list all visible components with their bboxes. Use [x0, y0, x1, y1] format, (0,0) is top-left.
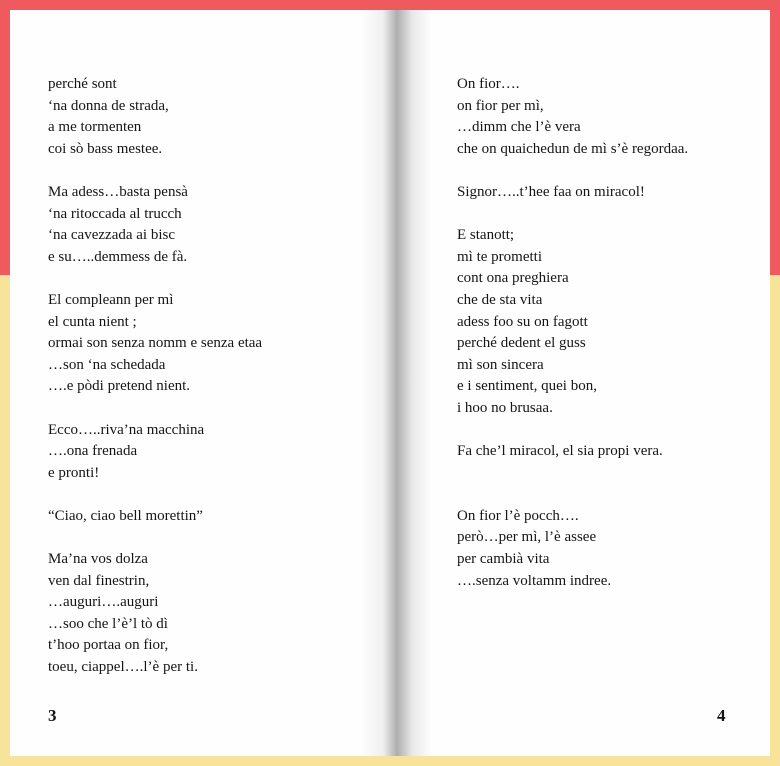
right-poem-line: …dimm che l’è vera: [457, 119, 581, 136]
left-poem-line: el cunta nient ;: [48, 313, 137, 330]
left-poem-line: e su…..demmess de fà.: [48, 248, 188, 265]
right-poem-line: Signor…..t’hee faa on miracol!: [457, 183, 645, 200]
right-page-poem: [457, 74, 688, 592]
left-poem-line: t’hoo portaa on fior,: [48, 637, 169, 654]
page-number-left: 3: [48, 706, 57, 725]
left-poem-line: ….ona frenada: [48, 443, 138, 460]
right-poem-line: on fior per mì,: [457, 97, 544, 114]
open-book-spread: [10, 10, 770, 756]
left-poem-line: Ma’na vos dolza: [48, 551, 148, 568]
left-poem-line: …soo che l’è’l tò dì: [48, 615, 168, 632]
right-poem-line: [457, 463, 688, 485]
right-poem-line: però…per mì, l’è assee: [457, 529, 597, 546]
right-poem-line: adess foo su on fagott: [457, 313, 588, 330]
left-poem-line: ‘na donna de strada,: [48, 97, 169, 114]
left-poem-line: Ma adess…basta pensà: [48, 183, 188, 200]
right-poem-line: ….senza voltamm indree.: [457, 572, 612, 589]
left-poem-line: [48, 160, 262, 182]
left-poem-line: a me tormenten: [48, 119, 142, 136]
right-poem-line: E stanott;: [457, 227, 515, 244]
left-poem-line: perché sont: [48, 76, 117, 92]
left-poem-line: e pronti!: [48, 464, 100, 481]
right-poem-line: [457, 420, 688, 442]
left-poem-line: …auguri….auguri: [48, 594, 159, 611]
right-poem-line: On fior….: [457, 76, 520, 92]
left-poem-line: [48, 527, 262, 549]
left-poem-line: [48, 398, 262, 420]
left-poem-line: ven dal finestrin,: [48, 572, 150, 589]
left-poem-line: ‘na cavezzada ai bisc: [48, 227, 175, 244]
right-poem-line: [457, 160, 688, 182]
right-poem-line: e i sentiment, quei bon,: [457, 378, 597, 395]
book-gutter-shadow: [362, 10, 432, 756]
left-poem-line: Ecco…..riva’na macchina: [48, 421, 205, 438]
left-poem-line: [48, 484, 262, 506]
right-poem-line: cont ona preghiera: [457, 270, 569, 287]
right-poem-line: [457, 484, 688, 506]
right-poem-line: perché dedent el guss: [457, 335, 586, 352]
left-page-poem: [48, 74, 262, 679]
right-poem-line: mì son sincera: [457, 356, 544, 373]
right-poem-line: i hoo no brusaa.: [457, 399, 553, 416]
right-poem-line: [457, 204, 688, 226]
left-poem-line: El compleann per mì: [48, 291, 174, 308]
left-poem-line: “Ciao, ciao bell morettin”: [48, 507, 203, 524]
right-poem-line: On fior l’è pocch….: [457, 507, 579, 524]
left-poem-line: ormai son senza nomm e senza etaa: [48, 335, 263, 352]
right-poem-line: Fa che’l miracol, el sia propi vera.: [457, 443, 663, 460]
right-poem-line: per cambià vita: [457, 551, 550, 568]
left-poem-line: …son ‘na schedada: [48, 356, 166, 373]
left-poem-line: [48, 268, 262, 290]
left-poem-line: toeu, ciappel….l’è per ti.: [48, 659, 198, 676]
left-poem-line: ….e pòdi pretend nient.: [48, 378, 191, 395]
page-number-right: 4: [717, 706, 726, 725]
left-poem-line: coi sò bass mestee.: [48, 140, 163, 157]
left-poem-line: ‘na ritoccada al trucch: [48, 205, 182, 222]
right-poem-line: che de sta vita: [457, 291, 543, 308]
right-poem-line: mì te prometti: [457, 248, 542, 265]
right-poem-line: che on quaichedun de mì s’è regordaa.: [457, 140, 689, 157]
